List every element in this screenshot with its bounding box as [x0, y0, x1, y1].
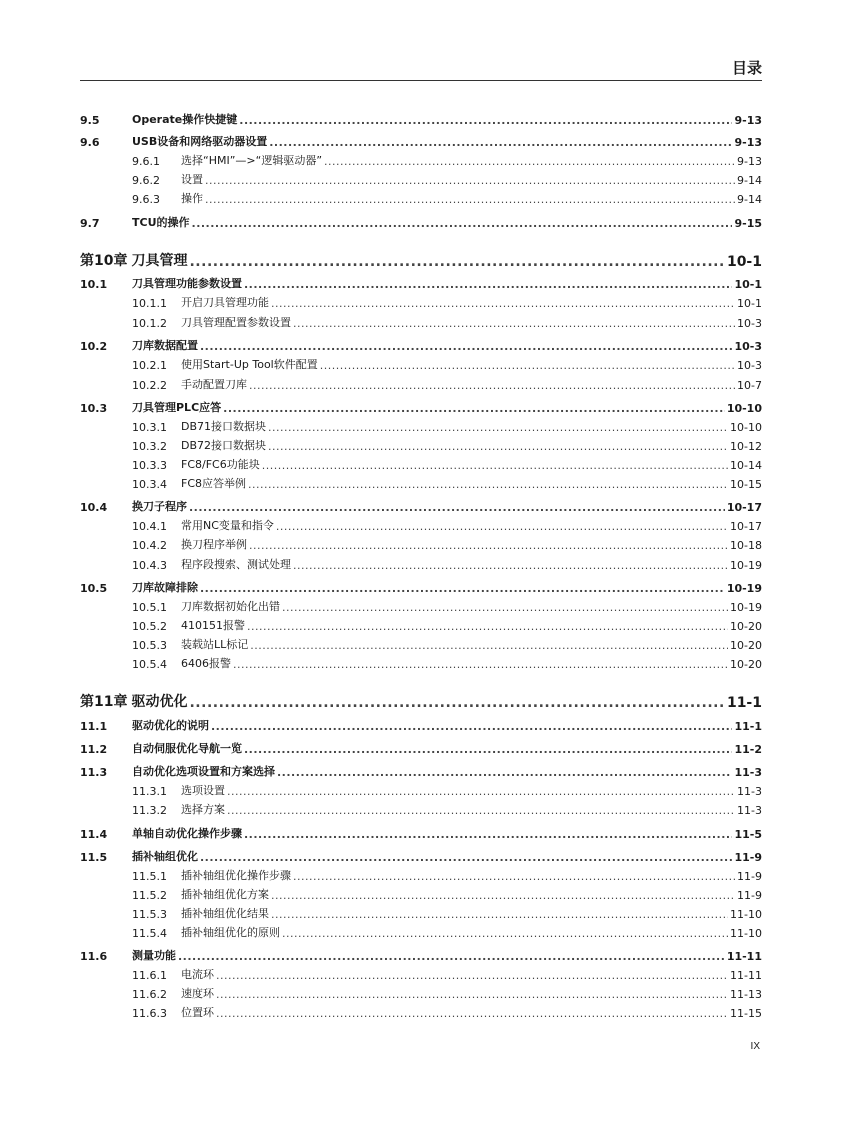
toc-leader-dots: [216, 988, 728, 1001]
toc-entry-subsection[interactable]: [80, 554, 762, 572]
toc-entry-title: 自动优化选项设置和方案选择: [132, 765, 275, 778]
toc-leader-dots: [227, 804, 735, 817]
toc-entry-section[interactable]: [80, 131, 762, 149]
toc-entry-page: 10-20: [730, 658, 762, 671]
toc-entry-subsection[interactable]: [80, 903, 762, 921]
toc-entry-subsection[interactable]: [80, 780, 762, 798]
toc-entry-number: 11.5.4: [132, 927, 167, 940]
toc-entry-number: 9.6.3: [132, 193, 160, 206]
toc-entry-number: 11.2: [80, 743, 108, 756]
toc-entry-page: 10-3: [737, 317, 762, 330]
toc-leader-dots: [189, 695, 724, 711]
toc-leader-dots: [200, 340, 732, 353]
toc-entry-number: 9.7: [80, 217, 100, 230]
toc-entry-page: 9-14: [737, 193, 762, 206]
toc-entry-page: 10-1: [726, 254, 762, 270]
toc-entry-page: 10-10: [726, 402, 762, 415]
toc-entry-number: 10.3.3: [132, 459, 167, 472]
toc-entry-section[interactable]: [80, 212, 762, 230]
toc-entry-subsection[interactable]: [80, 634, 762, 652]
toc-entry-title: 操作: [181, 192, 203, 205]
toc-leader-dots: [282, 927, 728, 940]
toc-entry-number: 11.1: [80, 720, 108, 733]
toc-entry-page: 11-15: [730, 1007, 762, 1020]
toc-entry-title: 插补轴组优化操作步骤: [181, 869, 291, 882]
toc-entry-number: 10.5: [80, 582, 108, 595]
toc-entry-number: 10.2.2: [132, 379, 167, 392]
toc-leader-dots: [268, 421, 728, 434]
toc-entry-title: 刀库故障排除: [132, 581, 198, 594]
toc-leader-dots: [271, 908, 728, 921]
toc-entry-page: 10-15: [730, 478, 762, 491]
toc-entry-title: 选择方案: [181, 803, 225, 816]
toc-entry-page: 11-9: [734, 851, 762, 864]
toc-entry-page: 10-7: [737, 379, 762, 392]
toc-entry-page: 11-10: [730, 908, 762, 921]
toc-entry-section[interactable]: [80, 823, 762, 841]
toc-entry-page: 10-18: [730, 539, 762, 552]
toc-entry-title: 设置: [181, 173, 203, 186]
toc-entry-title: 手动配置刀库: [181, 378, 247, 391]
toc-entry-section[interactable]: [80, 715, 762, 733]
toc-entry-page: 10-1: [737, 297, 762, 310]
toc-entry-page: 10-19: [726, 582, 762, 595]
toc-entry-page: 11-3: [737, 785, 762, 798]
toc-entry-number: 10.5.2: [132, 620, 167, 633]
toc-entry-page: 10-10: [730, 421, 762, 434]
toc-entry-page: 9-13: [737, 155, 762, 168]
toc-entry-subsection[interactable]: [80, 169, 762, 187]
toc-entry-number: 10.3.1: [132, 421, 167, 434]
toc-entry-title: 410151报警: [181, 619, 245, 632]
toc-entry-page: 11-3: [734, 766, 762, 779]
toc-leader-dots: [216, 1007, 728, 1020]
toc-entry-title: 插补轴组优化结果: [181, 907, 269, 920]
toc-leader-dots: [200, 851, 732, 864]
toc-entry-subsection[interactable]: [80, 865, 762, 883]
toc-entry-subsection[interactable]: [80, 292, 762, 310]
toc-entry-title: 刀具管理功能参数设置: [132, 277, 242, 290]
toc-entry-subsection[interactable]: [80, 454, 762, 472]
toc-entry-section[interactable]: [80, 335, 762, 353]
toc-entry-subsection[interactable]: [80, 473, 762, 491]
toc-entry-title: 插补轴组优化的原则: [181, 926, 280, 939]
toc-entry-subsection[interactable]: [80, 884, 762, 902]
toc-entry-title: 电流环: [181, 968, 214, 981]
toc-entry-page: 10-1: [734, 278, 762, 291]
toc-entry-page: 11-13: [730, 988, 762, 1001]
toc-entry-section[interactable]: [80, 397, 762, 415]
toc-entry-number: 10.5.3: [132, 639, 167, 652]
toc-entry-subsection[interactable]: [80, 983, 762, 1001]
toc-entry-number: 10.2.1: [132, 359, 167, 372]
toc-leader-dots: [293, 317, 735, 330]
toc-entry-number: 10.3.4: [132, 478, 167, 491]
toc-entry-chapter[interactable]: [80, 248, 762, 270]
toc-entry-number: 11.5.3: [132, 908, 167, 921]
toc-leader-dots: [200, 582, 725, 595]
toc-entry-number: 9.6.1: [132, 155, 160, 168]
toc-entry-title: 测量功能: [132, 949, 176, 962]
toc-entry-page: 10-14: [730, 459, 762, 472]
toc-entry-number: 10.4.3: [132, 559, 167, 572]
toc-entry-title: 开启刀具管理功能: [181, 296, 269, 309]
toc-leader-dots: [244, 278, 732, 291]
toc-leader-dots: [205, 193, 735, 206]
toc-leader-dots: [324, 155, 735, 168]
toc-entry-number: 11.6.2: [132, 988, 167, 1001]
toc-entry-page: 9-13: [734, 136, 762, 149]
toc-entry-number: 11.5.1: [132, 870, 167, 883]
toc-entry-subsection[interactable]: [80, 534, 762, 552]
toc-leader-dots: [244, 743, 732, 756]
toc-entry-title: DB71接口数据块: [181, 420, 267, 433]
toc-entry-title: 6406报警: [181, 657, 231, 670]
toc-entry-subsection[interactable]: [80, 312, 762, 330]
toc-leader-dots: [293, 559, 728, 572]
toc-entry-page: 9-14: [737, 174, 762, 187]
toc-entry-subsection[interactable]: [80, 922, 762, 940]
toc-leader-dots: [227, 785, 735, 798]
toc-entry-title: 插补轴组优化方案: [181, 888, 269, 901]
toc-leader-dots: [269, 136, 732, 149]
toc-entry-title: 刀库数据初始化出错: [181, 600, 280, 613]
toc-entry-page: 10-12: [730, 440, 762, 453]
toc-entry-subsection[interactable]: [80, 354, 762, 372]
toc-leader-dots: [249, 539, 728, 552]
toc-entry-number: 10.1.1: [132, 297, 167, 310]
toc-entry-number: 11.3: [80, 766, 108, 779]
toc-entry-page: 9-15: [734, 217, 762, 230]
toc-entry-section[interactable]: [80, 577, 762, 595]
toc-leader-dots: [189, 501, 725, 514]
toc-entry-page: 11-1: [734, 720, 762, 733]
toc-entry-section[interactable]: [80, 761, 762, 779]
toc-entry-page: 9-13: [734, 114, 762, 127]
toc-entry-page: 11-9: [737, 889, 762, 902]
toc-entry-section[interactable]: [80, 945, 762, 963]
toc-entry-title: DB72接口数据块: [181, 439, 267, 452]
toc-entry-title: 自动伺服优化导航一览: [132, 742, 242, 755]
toc-entry-number: 9.5: [80, 114, 100, 127]
toc-entry-page: 10-17: [730, 520, 762, 533]
toc-entry-page: 11-9: [737, 870, 762, 883]
toc-entry-number: 11.5: [80, 851, 108, 864]
toc-entry-page: 11-11: [730, 969, 762, 982]
toc-entry-number: 11.3.1: [132, 785, 167, 798]
toc-leader-dots: [282, 601, 728, 614]
toc-entry-subsection[interactable]: [80, 435, 762, 453]
toc-entry-title: 刀具管理配置参数设置: [181, 316, 291, 329]
toc-entry-title: 插补轴组优化: [132, 850, 198, 863]
toc-entry-number: 10.5.1: [132, 601, 167, 614]
toc-leader-dots: [205, 174, 735, 187]
toc-leader-dots: [271, 889, 735, 902]
toc-leader-dots: [216, 969, 728, 982]
toc-entry-subsection[interactable]: [80, 150, 762, 168]
header-divider: [80, 80, 762, 81]
toc-entry-number: 第10章: [80, 253, 128, 269]
toc-entry-title: 刀具管理PLC应答: [132, 401, 222, 414]
toc-entry-title: 单轴自动优化操作步骤: [132, 827, 242, 840]
toc-entry-title: 选择“HMI”—>“逻辑驱动器”: [181, 154, 323, 167]
toc-leader-dots: [223, 402, 725, 415]
toc-leader-dots: [271, 297, 735, 310]
toc-leader-dots: [239, 114, 732, 127]
toc-entry-number: 10.4.1: [132, 520, 167, 533]
toc-leader-dots: [268, 440, 728, 453]
toc-entry-page: 11-10: [730, 927, 762, 940]
toc-entry-title: 装载站LL标记: [181, 638, 249, 651]
toc-entry-page: 11-1: [726, 695, 762, 711]
toc-entry-page: 10-20: [730, 620, 762, 633]
toc-entry-title: Operate操作快捷键: [132, 113, 238, 126]
toc-entry-subsection[interactable]: [80, 799, 762, 817]
toc-leader-dots: [247, 620, 728, 633]
toc-entry-page: 11-5: [734, 828, 762, 841]
toc-leader-dots: [211, 720, 732, 733]
toc-leader-dots: [248, 478, 728, 491]
toc-entry-title: 位置环: [181, 1006, 214, 1019]
toc-leader-dots: [178, 950, 725, 963]
toc-entry-page: 11-11: [726, 950, 762, 963]
toc-entry-title: 常用NC变量和指令: [181, 519, 274, 532]
toc-leader-dots: [277, 766, 732, 779]
toc-entry-number: 10.5.4: [132, 658, 167, 671]
toc-entry-subsection[interactable]: [80, 653, 762, 671]
toc-entry-number: 10.3.2: [132, 440, 167, 453]
toc-leader-dots: [250, 639, 728, 652]
toc-leader-dots: [244, 828, 732, 841]
toc-entry-page: 11-2: [734, 743, 762, 756]
toc-entry-subsection[interactable]: [80, 374, 762, 392]
toc-entry-page: 10-3: [734, 340, 762, 353]
toc-entry-title: 选项设置: [181, 784, 225, 797]
page-number: IX: [750, 1041, 760, 1052]
toc-entry-page: 10-20: [730, 639, 762, 652]
toc-entry-subsection[interactable]: [80, 1002, 762, 1020]
toc-entry-number: 第11章: [80, 694, 128, 710]
page-header-title: 目录: [731, 60, 762, 77]
toc-entry-number: 11.5.2: [132, 889, 167, 902]
toc-entry-section[interactable]: [80, 738, 762, 756]
toc-entry-section[interactable]: [80, 273, 762, 291]
toc-entry-number: 9.6: [80, 136, 100, 149]
toc-entry-number: 10.2: [80, 340, 108, 353]
toc-entry-number: 10.1: [80, 278, 108, 291]
toc-entry-subsection[interactable]: [80, 515, 762, 533]
toc-entry-title: FC8应答举例: [181, 477, 247, 490]
toc-entry-title: 刀库数据配置: [132, 339, 198, 352]
toc-entry-number: 10.4: [80, 501, 108, 514]
toc-entry-number: 9.6.2: [132, 174, 160, 187]
toc-entry-subsection[interactable]: [80, 188, 762, 206]
toc-entry-section[interactable]: [80, 496, 762, 514]
toc-entry-page: 10-19: [730, 559, 762, 572]
toc-entry-title: 使用Start-Up Tool软件配置: [181, 358, 318, 371]
toc-entry-title: 驱动优化的说明: [132, 719, 209, 732]
toc-entry-section[interactable]: [80, 846, 762, 864]
toc-entry-subsection[interactable]: [80, 964, 762, 982]
toc-entry-title: 程序段搜索、测试处理: [181, 558, 291, 571]
toc-entry-number: 11.6.1: [132, 969, 167, 982]
toc-leader-dots: [233, 658, 728, 671]
toc-entry-number: 11.6: [80, 950, 108, 963]
toc-entry-number: 10.3: [80, 402, 108, 415]
toc-entry-page: 10-17: [726, 501, 762, 514]
toc-entry-title: FC8/FC6功能块: [181, 458, 260, 471]
toc-leader-dots: [189, 254, 724, 270]
toc-entry-title: USB设备和网络驱动器设置: [132, 135, 268, 148]
toc-entry-chapter[interactable]: [80, 689, 762, 711]
toc-entry-number: 11.6.3: [132, 1007, 167, 1020]
toc-entry-page: 10-3: [737, 359, 762, 372]
toc-entry-number: 11.4: [80, 828, 108, 841]
toc-entry-subsection[interactable]: [80, 416, 762, 434]
toc-entry-subsection[interactable]: [80, 596, 762, 614]
toc-leader-dots: [249, 379, 735, 392]
toc-entry-title: 速度环: [181, 987, 214, 1000]
toc-entry-title: 刀具管理: [131, 253, 188, 269]
toc-leader-dots: [320, 359, 735, 372]
toc-entry-title: TCU的操作: [132, 216, 190, 229]
toc-leader-dots: [293, 870, 735, 883]
toc-entry-title: 换刀子程序: [132, 500, 187, 513]
toc-entry-section[interactable]: [80, 109, 762, 127]
toc-entry-number: 10.4.2: [132, 539, 167, 552]
toc-leader-dots: [192, 217, 733, 230]
toc-leader-dots: [262, 459, 728, 472]
toc-entry-title: 驱动优化: [131, 694, 188, 710]
toc-entry-number: 10.1.2: [132, 317, 167, 330]
toc-entry-page: 10-19: [730, 601, 762, 614]
toc-leader-dots: [276, 520, 728, 533]
toc-entry-page: 11-3: [737, 804, 762, 817]
toc-entry-subsection[interactable]: [80, 615, 762, 633]
toc-entry-number: 11.3.2: [132, 804, 167, 817]
toc-entry-title: 换刀程序举例: [181, 538, 247, 551]
